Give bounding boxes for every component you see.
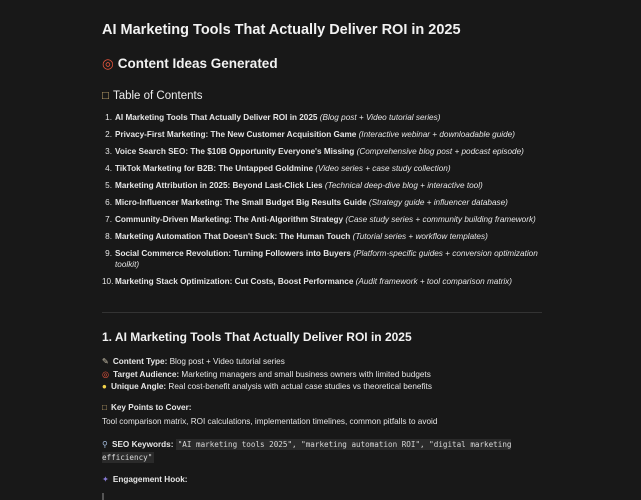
engagement-hook-heading [102, 474, 187, 484]
toc-title: Social Commerce Revolution: Turning Followers into Buyers [115, 249, 351, 258]
toc-desc: (Strategy guide + influencer database) [368, 198, 508, 207]
lightbulb-icon: ● [102, 382, 107, 391]
toc-desc: (Case study series + community building framework) [345, 215, 536, 224]
toc-number: 6. [105, 198, 112, 207]
section-title: 1. AI Marketing Tools That Actually Deliver ROI in 2025 [102, 330, 412, 344]
section-divider [102, 312, 542, 313]
toc-desc: (Audit framework + tool comparison matrix) [355, 277, 512, 286]
toc-title: Voice Search SEO: The $10B Opportunity Everyone's Missing [115, 147, 355, 156]
key-points-text: Tool comparison matrix, ROI calculations, implementation timelines, common pitfalls to avoid [102, 417, 438, 426]
toc-title: Marketing Automation That Doesn't Suck: The Human Touch [115, 232, 351, 241]
toc-title: Privacy-First Marketing: The New Customer Acquisition Game [115, 130, 357, 139]
toc-desc: (Platform-specific guides + conversion optimization toolkit) [115, 249, 538, 269]
toc-desc: (Technical deep-dive blog + interactive tool) [324, 181, 483, 190]
dart-icon: ◎ [102, 56, 114, 71]
unique-angle-value: Real cost-benefit analysis with actual case studies vs theoretical benefits [168, 382, 432, 391]
toc-desc: (Comprehensive blog post + podcast episode) [356, 147, 524, 156]
toc-item[interactable] [102, 214, 542, 225]
toc-title: Micro-Influencer Marketing: The Small Budget Big Results Guide [115, 198, 367, 207]
toc-item[interactable] [102, 112, 542, 123]
toc-item[interactable] [102, 197, 542, 208]
content-type-label: Content Type: [112, 357, 168, 366]
page-title: AI Marketing Tools That Actually Deliver ROI in 2025 [102, 22, 461, 38]
clipboard-icon: □ [102, 403, 107, 412]
dart-icon: ◎ [102, 370, 110, 379]
key-points-label: Key Points to Cover: [110, 403, 192, 412]
toc-item[interactable] [102, 248, 542, 270]
magnifier-icon: ⚲ [102, 440, 108, 449]
blockquote-bar [102, 493, 104, 500]
toc-title: Marketing Stack Optimization: Cut Costs, Boost Performance [115, 277, 354, 286]
toc-item[interactable] [102, 231, 542, 242]
seo-keywords-block [102, 438, 542, 464]
toc-number: 10. [102, 277, 114, 286]
wand-icon: ✦ [102, 475, 109, 484]
unique-angle-label: Unique Angle: [110, 382, 167, 391]
toc-number: 2. [105, 130, 112, 139]
content-type-line [102, 356, 285, 366]
toc-title: Marketing Attribution in 2025: Beyond Last-Click Lies [115, 181, 323, 190]
content-type-value: Blog post + Video tutorial series [169, 357, 285, 366]
toc-item[interactable] [102, 146, 542, 157]
toc-title: TikTok Marketing for B2B: The Untapped Goldmine [115, 164, 314, 173]
clipboard-icon: □ [102, 90, 109, 102]
toc-number: 3. [105, 147, 112, 156]
toc-title: AI Marketing Tools That Actually Deliver ROI in 2025 [115, 113, 318, 122]
memo-icon: ✎ [102, 357, 109, 366]
toc-number: 4. [105, 164, 112, 173]
toc-desc: (Blog post + Video tutorial series) [319, 113, 441, 122]
toc-number: 7. [105, 215, 112, 224]
toc-desc: (Video series + case study collection) [315, 164, 451, 173]
key-points-heading [102, 403, 191, 412]
toc-number: 8. [105, 232, 112, 241]
toc-item[interactable] [102, 163, 542, 174]
engagement-hook-label: Engagement Hook: [112, 475, 188, 484]
toc-item[interactable] [102, 180, 542, 191]
toc-title: Community-Driven Marketing: The Anti-Algorithm Strategy [115, 215, 344, 224]
toc-number: 1. [105, 113, 112, 122]
toc-item[interactable] [102, 129, 542, 140]
target-audience-line [102, 369, 431, 379]
toc-heading [102, 90, 202, 102]
toc-desc: (Tutorial series + workflow templates) [352, 232, 488, 241]
toc-desc: (Interactive webinar + downloadable guide) [358, 130, 515, 139]
seo-keywords-label: SEO Keywords: [112, 440, 174, 449]
table-of-contents [102, 112, 542, 293]
content-ideas-heading [102, 56, 278, 72]
unique-angle-line [102, 382, 432, 391]
toc-item[interactable] [102, 276, 542, 287]
seo-keywords-code: "AI marketing tools 2025", "marketing automation ROI", "digital marketing efficiency" [102, 440, 512, 462]
toc-number: 9. [105, 249, 112, 258]
target-audience-value: Marketing managers and small business owners with limited budgets [181, 370, 431, 379]
toc-heading-text: Table of Contents [112, 90, 203, 102]
toc-number: 5. [105, 181, 112, 190]
content-ideas-heading-text: Content Ideas Generated [117, 56, 278, 71]
target-audience-label: Target Audience: [113, 370, 180, 379]
